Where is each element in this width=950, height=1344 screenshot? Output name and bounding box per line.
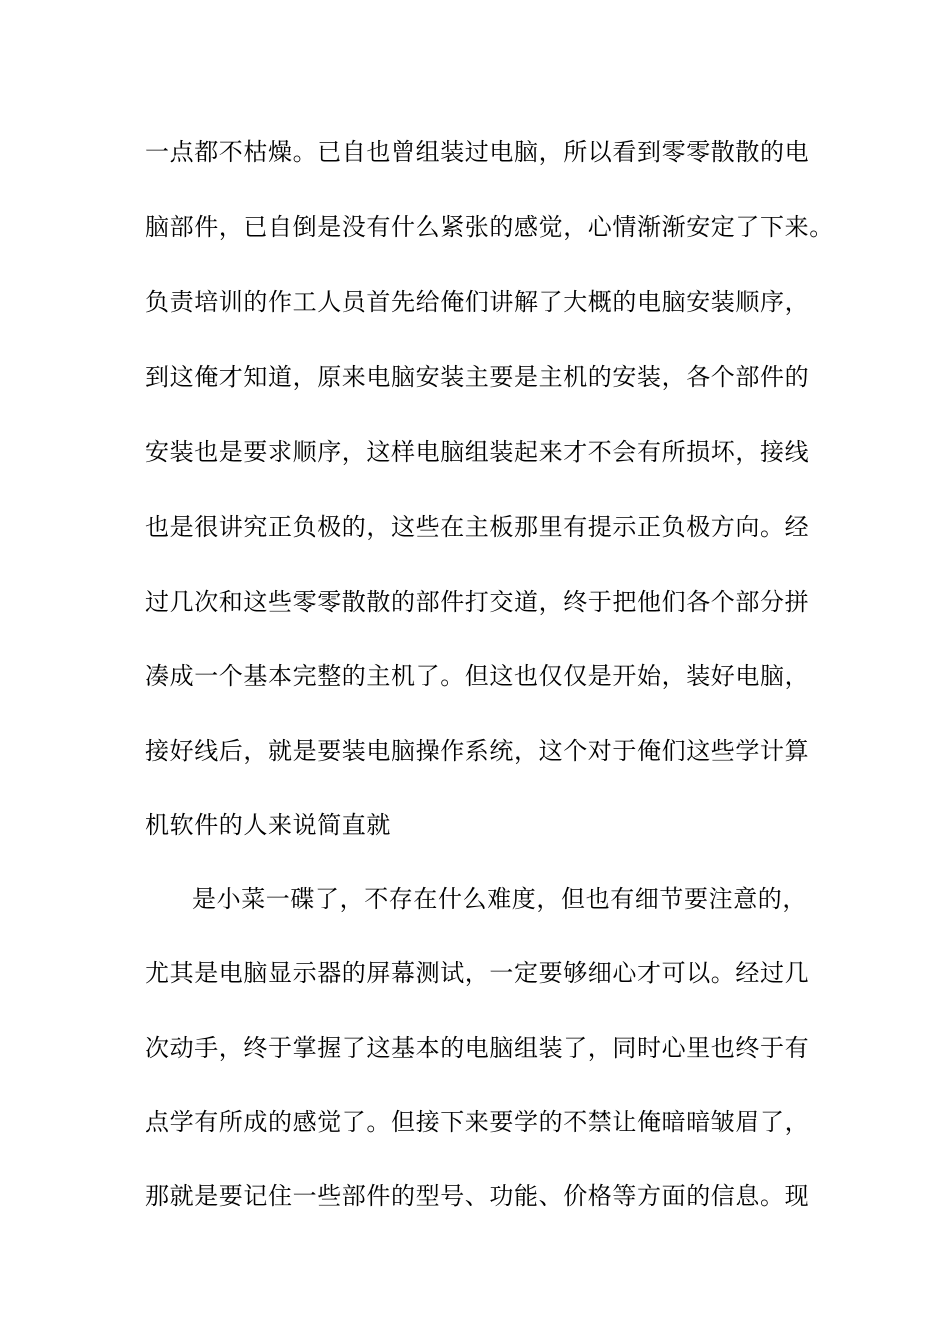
text-line: 次动手，终于掌握了这基本的电脑组装了，同时心里也终于有 [145,1034,810,1062]
text-line: 凑成一个基本完整的主机了。但这也仅仅是开始，装好电脑， [145,662,810,690]
text-line: 到这俺才知道，原来电脑安装主要是主机的安装，各个部件的 [145,363,810,391]
text-line: 机软件的人来说简直就 [145,811,391,839]
text-line: 接好线后，就是要装电脑操作系统，这个对于俺们这些学计算 [145,737,810,765]
text-line: 尤其是电脑显示器的屏幕测试，一定要够细心才可以。经过几 [145,959,810,987]
text-line: 点学有所成的感觉了。但接下来要学的不禁让俺暗暗皱眉了， [145,1108,810,1136]
text-line: 脑部件，已自倒是没有什么紧张的感觉，心情渐渐安定了下来。 [145,213,834,241]
text-line: 一点都不枯燥。已自也曾组装过电脑，所以看到零零散散的电 [145,138,810,166]
text-line: 也是很讲究正负极的，这些在主板那里有提示正负极方向。经 [145,513,810,541]
text-line: 那就是要记住一些部件的型号、功能、价格等方面的信息。现 [145,1182,810,1210]
text-line: 安装也是要求顺序，这样电脑组装起来才不会有所损坏，接线 [145,438,810,466]
text-line-indented: 是小菜一碟了，不存在什么难度，但也有细节要注意的， [192,885,807,913]
text-line: 过几次和这些零零散散的部件打交道，终于把他们各个部分拼 [145,588,810,616]
text-line: 负责培训的作工人员首先给俺们讲解了大概的电脑安装顺序， [145,288,810,316]
